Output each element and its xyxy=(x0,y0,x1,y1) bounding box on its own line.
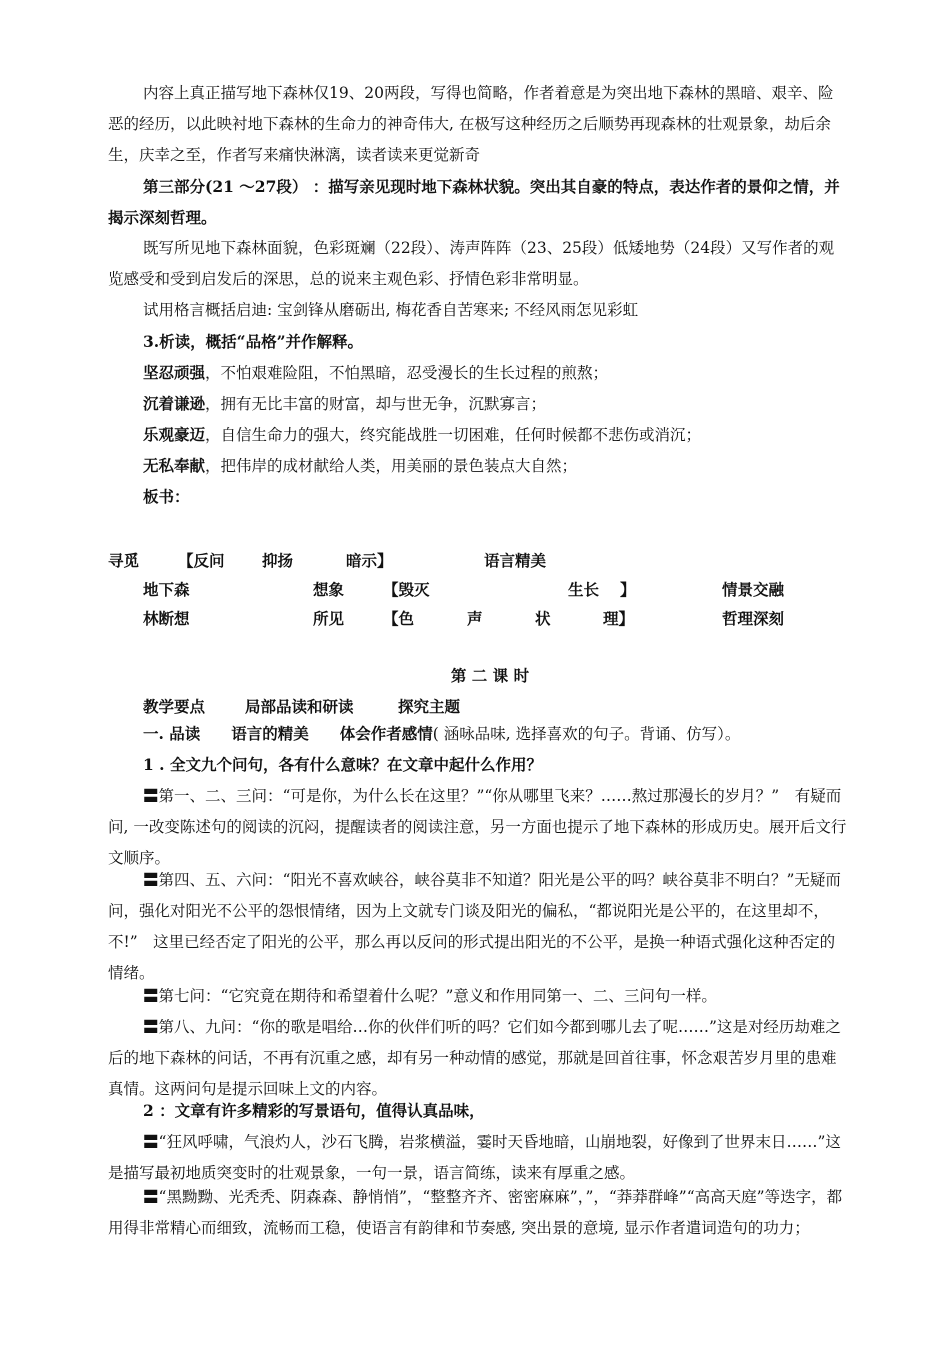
board-cell: 想象 xyxy=(313,580,345,599)
section-1-note: ( 涵咏品味, 选择喜欢的句子。背诵、仿写）。 xyxy=(432,725,741,743)
analysis-heading: 3.析读，概括“品格”并作解释。 xyxy=(143,332,364,351)
answer-item xyxy=(108,1126,848,1189)
bullet-icon: 〓 xyxy=(143,1017,159,1036)
board-cell: 所见 xyxy=(313,609,345,628)
bullet-icon: 〓 xyxy=(143,1132,159,1151)
answer-item xyxy=(108,1181,848,1244)
board-cell: 【反问 xyxy=(178,551,225,570)
answer-text: “黑黝黝、光秃秃、阴森森、静悄悄”，“整整齐齐、密密麻麻”，”，“莽莽群峰”“高高天庭”等迭字，都用得非常精心而细致，流畅而工稳，使语言有韵律和节奏感, 突出景的意境, 显示作者遣词造句的功力； xyxy=(108,1188,843,1237)
bullet-icon: 〓 xyxy=(143,1187,159,1206)
answer-item xyxy=(108,980,848,1012)
question-1-heading: 1 . 全文九个问句，各有什么意味？在文章中起什么作用？ xyxy=(143,755,542,774)
answer-text: 第一、二、三问：“可是你，为什么长在这里？”“你从哪里飞来？……熬过那漫长的岁月？” 有疑而问, 一改变陈述句的阅读的沉闷，提醒读者的阅读注意，另一方面也提示了地下森林的形成历史。展开后文行文顺序。 xyxy=(108,787,847,867)
trait-term: 坚忍顽强 xyxy=(143,363,206,382)
trait-item xyxy=(143,450,577,482)
question-2-heading: 2 ：文章有许多精彩的写景语句，值得认真品味， xyxy=(143,1101,485,1120)
section-1-title: 一. 品读 语言的精美 体会作者感情 xyxy=(143,724,433,743)
board-cell: 抑扬 xyxy=(262,551,294,570)
answer-item xyxy=(108,1011,848,1105)
bullet-icon: 〓 xyxy=(143,986,159,1005)
board-cell: 【毁灭 xyxy=(383,580,430,599)
section-1-heading xyxy=(143,718,740,750)
teaching-point: 局部品读和研读 xyxy=(245,697,354,716)
board-cell: 哲理深刻 xyxy=(722,609,785,628)
board-cell: 【色 xyxy=(383,609,415,628)
board-cell: 生长 xyxy=(568,580,600,599)
board-cell: 林断想 xyxy=(143,609,190,628)
board-cell: 理】 xyxy=(603,609,635,628)
board-cell: 地下森 xyxy=(143,580,190,599)
bullet-icon: 〓 xyxy=(143,786,159,805)
trait-desc: ，拥有无比丰富的财富，却与世无争，沉默寡言； xyxy=(205,395,547,413)
trait-item xyxy=(143,419,701,451)
paragraph-part3-desc: 既写所见地下森林面貌，色彩斑斓（22段）、涛声阵阵（23、25段）低矮地势（24段）又写作者的观览感受和受到启发后的深思，总的说来主观色彩、抒情色彩非常明显。 xyxy=(108,239,835,288)
paragraph-part2-summary: 内容上真正描写地下森林仅19、20两段，写得也简略，作者着意是为突出地下森林的黑暗、艰辛、险恶的经历，以此映衬地下森林的生命力的神奇伟大, 在极写这种经历之后顺势再现森林的壮观景象，劫后余生，庆幸之至，作者写来痛快淋漓，读者读来更觉新奇 xyxy=(108,84,834,164)
trait-term: 乐观豪迈 xyxy=(143,425,206,444)
board-cell: 寻觅 xyxy=(108,551,140,570)
answer-item xyxy=(108,864,848,989)
bullet-icon: 〓 xyxy=(143,870,159,889)
trait-term: 沉着谦逊 xyxy=(143,394,206,413)
board-cell: 声 xyxy=(467,609,483,628)
board-cell: 语言精美 xyxy=(484,551,547,570)
answer-text: 第八、九问：“你的歌是唱给…你的伙伴们听的吗？它们如今都到哪儿去了呢……”这是对经历劫难之后的地下森林的问话，不再有沉重之感，却有另一种动情的感觉，那就是回首往事，怀念艰苦岁月里的患难真情。这两问句是提示回味上文的内容。 xyxy=(108,1018,841,1098)
answer-text: “狂风呼啸，气浪灼人，沙石飞腾，岩浆横溢，霎时天昏地暗，山崩地裂，好像到了世界末日……”这是描写最初地质突变时的壮观景象，一句一景，语言简练，读来有厚重之感。 xyxy=(108,1133,841,1182)
lesson-title: 第 二 课 时 xyxy=(450,666,530,685)
teaching-point: 探究主题 xyxy=(398,697,461,716)
trait-desc: ，自信生命力的强大，终究能战胜一切困难，任何时候都不悲伤或消沉； xyxy=(205,426,702,444)
trait-term: 无私奉献 xyxy=(143,456,206,475)
teaching-points-label: 教学要点 xyxy=(143,697,206,716)
board-cell: 状 xyxy=(535,609,551,628)
trait-desc: ，把伟岸的成材献给人类，用美丽的景色装点大自然； xyxy=(205,457,578,475)
board-cell: 情景交融 xyxy=(722,580,785,599)
board-cell: 】 xyxy=(620,580,636,599)
trait-desc: ，不怕艰难险阻，不怕黑暗，忍受漫长的生长过程的煎熬； xyxy=(205,364,609,382)
answer-text: 第四、五、六问：“阳光不喜欢峡谷，峡谷莫非不知道？阳光是公平的吗？峡谷莫非不明白？”无疑而问，强化对阳光不公平的怨恨情绪，因为上文就专门谈及阳光的偏私，“都说阳光是公平的，在这里却不，不!” 这里已经否定了阳光的公平，那么再以反问的形式提出阳光的不公平，是换一种语式强化这种否定的情绪。 xyxy=(108,871,841,982)
trait-item xyxy=(143,357,608,389)
board-cell: 暗示】 xyxy=(346,551,393,570)
trait-item xyxy=(143,388,546,420)
answer-item xyxy=(108,780,848,874)
board-label: 板书： xyxy=(143,487,190,506)
answer-text: 第七问：“它究竟在期待和希望着什么呢？”意义和作用同第一、二、三问句一样。 xyxy=(158,987,717,1005)
maxim-line: 试用格言概括启迪: 宝剑锋从磨砺出, 梅花香自苦寒来; 不经风雨怎见彩虹 xyxy=(143,301,639,319)
part3-heading: 第三部分(21 ～27段） ：描写亲见现时地下森林状貌。突出其自豪的特点，表达作者的景仰之情，并揭示深刻哲理。 xyxy=(108,177,840,227)
